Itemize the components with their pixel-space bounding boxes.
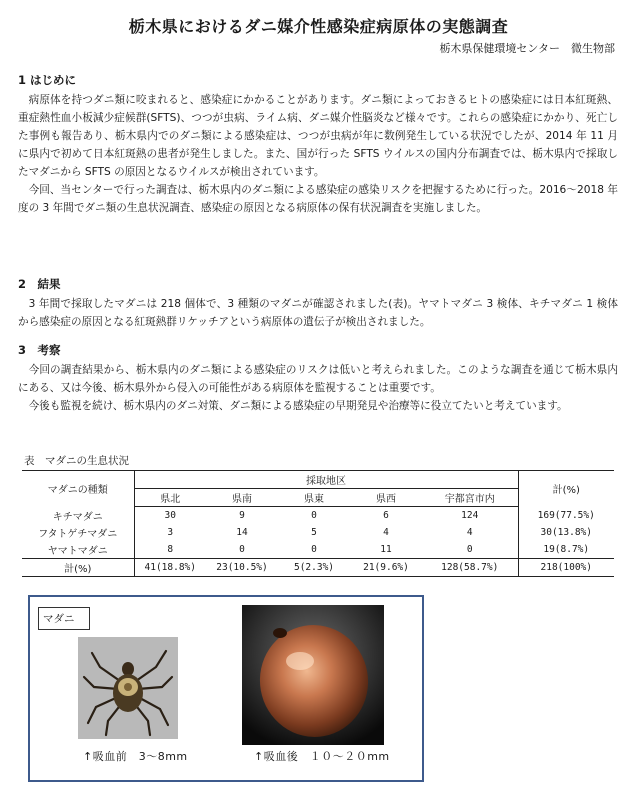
total-cell: 19(8.7%) bbox=[518, 541, 614, 559]
table-cell: 128(58.7%) bbox=[422, 559, 518, 577]
species-cell: フタトゲチマダニ bbox=[38, 529, 118, 540]
tick-survey-table bbox=[22, 470, 614, 577]
after-feeding-caption: ↑吸血後 １０～２０mm bbox=[254, 750, 390, 763]
table-row bbox=[22, 524, 614, 541]
affiliation: 栃木県保健環境センター 微生物部 bbox=[439, 42, 615, 55]
table-cell: 0 bbox=[311, 510, 317, 521]
paragraph: 今回、当センターで行った調査は、栃木県内のダニ類による感染症の感染リスクを把握するために行った。2016～2018 年度の 3 年間でダニ類の生息状況調査、感染症の原因となる病原体の保有状況調査を実施しました。 bbox=[18, 184, 618, 214]
table-caption: 表 マダニの生息状況 bbox=[24, 455, 129, 467]
table-cell: 11 bbox=[380, 544, 392, 555]
table-total-row bbox=[22, 559, 614, 577]
table-cell: 0 bbox=[466, 544, 473, 555]
table-cell: 5 bbox=[311, 527, 317, 538]
section-heading: 2 結果 bbox=[18, 277, 61, 291]
table-cell: 9 bbox=[239, 510, 245, 521]
table-row bbox=[22, 541, 614, 559]
region-header-cell: 県東 bbox=[278, 489, 350, 507]
table-cell: 8 bbox=[134, 541, 206, 559]
section-heading: 3 考察 bbox=[18, 343, 61, 357]
total-header: 計(%) bbox=[518, 471, 614, 507]
table-cell: 4 bbox=[466, 527, 473, 538]
species-cell: キチマダニ bbox=[52, 511, 103, 523]
region-header-cell: 県西 bbox=[350, 489, 422, 507]
photo-label: マダニ bbox=[38, 607, 90, 630]
paragraph: 今後も監視を続け、栃木県内のダニ対策、ダニ類による感染症の早期発見や治療等に役立てたいと考えています。 bbox=[28, 400, 568, 412]
table-cell: 124 bbox=[461, 510, 479, 521]
species-cell: ヤマトマダニ bbox=[47, 546, 108, 557]
total-cell: 30(13.8%) bbox=[518, 524, 614, 541]
total-label-cell: 計(%) bbox=[22, 559, 134, 577]
tick-photo-panel bbox=[28, 595, 424, 782]
table-cell: 6 bbox=[383, 510, 389, 521]
paragraph: 今回の調査結果から、栃木県内のダニ類による感染症のリスクは低いと考えられました。このような調査を通じて栃木県内にある、又は今後、栃木県外から侵入の可能性がある病原体を監視することは重要です。 bbox=[18, 364, 618, 394]
table-cell: 5(2.3%) bbox=[278, 559, 350, 577]
table-cell: 14 bbox=[236, 527, 248, 538]
section-discussion bbox=[18, 342, 618, 415]
table-cell: 30 bbox=[134, 507, 206, 525]
paragraph: 病原体を持つダニ類に咬まれると、感染症にかかることがあります。ダニ類によっておきるヒトの感染症には日本紅斑熱、重症熱性血小板減少症候群(SFTS)、つつが虫病、ライム病、ダニ媒介性脳炎など様々です。これらの感染症にかかり、死亡した事例も報告あり、栃木県内でのダニ類による感染症は、つつが虫病が年に数例発生している状況でしたが、2014 年 11 月に県内で初めて日本紅斑熱の患者が発生しました。また、国が行った SFTS ウイルスの国内分布調査では、栃木県内で採取したマダニから SFTS の原因となるウイルスが検出されています。 bbox=[18, 94, 618, 178]
region-header-cell: 県北 bbox=[134, 489, 206, 507]
section-results bbox=[18, 276, 618, 331]
table-cell: 0 bbox=[239, 544, 245, 555]
tick-after-feeding-image bbox=[242, 605, 384, 745]
region-header-cell: 宇都宮市内 bbox=[422, 489, 518, 507]
document-title: 栃木県におけるダニ媒介性感染症病原体の実態調査 bbox=[128, 17, 509, 36]
table-cell: 4 bbox=[383, 527, 389, 538]
table-row bbox=[22, 507, 614, 525]
paragraph: 3 年間で採取したマダニは 218 個体で、3 種類のマダニが確認されました(表)。ヤマトマダニ 3 検体、キチマダニ 1 検体から感染症の原因となる紅斑熱群リケッチアという病原体の遺伝子が検出されました。 bbox=[18, 298, 618, 328]
table-cell: 41(18.8%) bbox=[134, 559, 206, 577]
before-feeding-caption: ↑吸血前 3～8mm bbox=[83, 750, 188, 763]
species-header: マダニの種類 bbox=[22, 471, 134, 507]
tick-before-feeding-image bbox=[78, 637, 178, 739]
section-introduction bbox=[18, 72, 618, 217]
table-cell: 0 bbox=[311, 544, 317, 555]
total-cell: 169(77.5%) bbox=[518, 507, 614, 525]
total-cell: 218(100%) bbox=[518, 559, 614, 577]
table-cell: 21(9.6%) bbox=[350, 559, 422, 577]
table-cell: 23(10.5%) bbox=[206, 559, 278, 577]
region-header: 採取地区 bbox=[134, 471, 518, 489]
table-cell: 3 bbox=[134, 524, 206, 541]
section-heading: 1 はじめに bbox=[18, 73, 77, 87]
region-header-cell: 県南 bbox=[206, 489, 278, 507]
